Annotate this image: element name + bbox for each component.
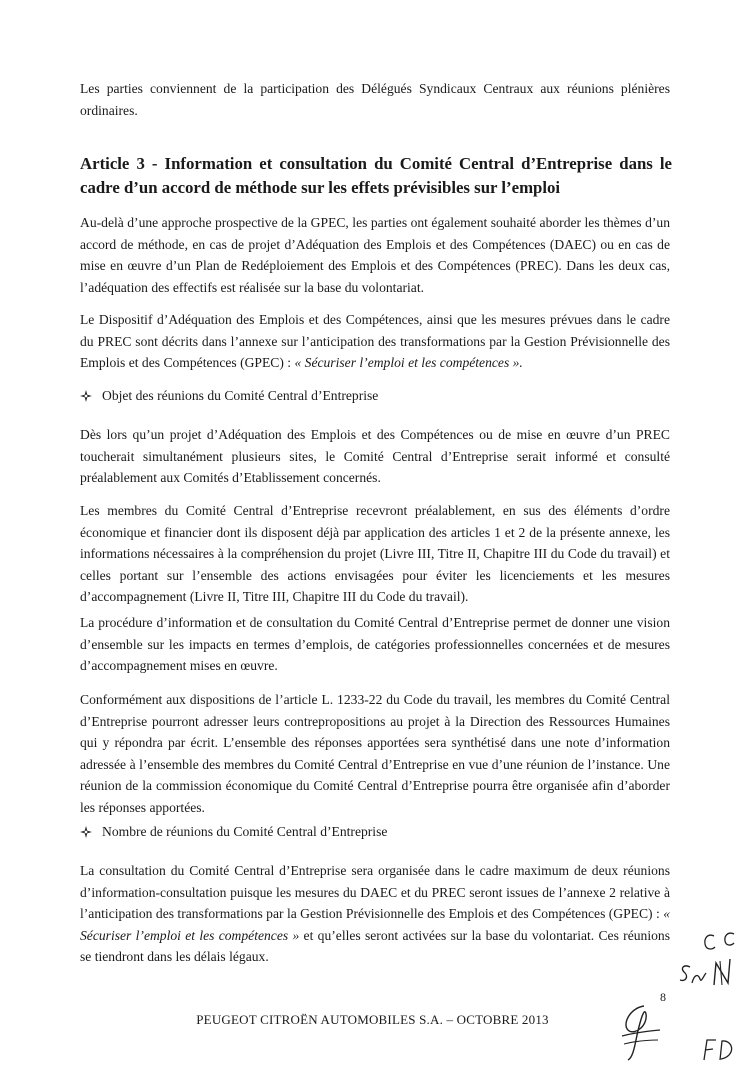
paragraph-dispositif [80, 309, 670, 374]
intro-paragraph: Les parties conviennent de la participation des Délégués Syndicaux Centraux aux réunions plénières ordinaires. [80, 81, 670, 118]
handwritten-initials-cc [700, 930, 740, 956]
annex-title-quote: « Sécuriser l’emploi et les compétences ». [294, 355, 523, 370]
section-objet-title: Objet des réunions du Comité Central d’Entreprise [102, 388, 379, 403]
section-nombre-reunions [80, 822, 670, 842]
section-nombre-title: Nombre de réunions du Comité Central d’Entreprise [102, 824, 388, 839]
annex-title-quote-2: « Sécuriser l’emploi et les compétences » [80, 906, 670, 943]
page-footer: PEUGEOT CITROËN AUTOMOBILES S.A. – OCTOBRE 2013 [196, 1012, 549, 1027]
diamond-fleuron-icon [80, 826, 92, 838]
page-number: 8 [660, 990, 666, 1004]
paragraph-consultation-text: La consultation du Comité Central d’Entreprise sera organisée dans le cadre maximum de deux réunions d’information-consultation puisque les mesures du DAEC et du PREC seront issues de l’annexe 2 relative à l’anticipation des transformations par la Gestion Prévisionnelle des Emplois et des Compétences (GPEC) : [80, 863, 670, 921]
paragraph-dispositif-text: Le Dispositif d’Adéquation des Emplois et des Compétences, ainsi que les mesures prévues dans le cadre du PREC sont décrits dans l’annexe sur l’anticipation des transformations par la Gestion Prévisionnelle des Emplois et des Compétences (GPEC) : [80, 312, 670, 370]
paragraph-gpec-approach: Au-delà d’une approche prospective de la GPEC, les parties ont également souhaité aborder les thèmes d’un accord de méthode, en cas de projet d’Adéquation des Emplois et des Compétences (DAEC) ou en cas de mise en œuvre d’un Plan de Redéploiement des Emplois et des Compétences (PREC). Dans les deux cas, l’adéquation des effectifs est réalisée sur la base du volontariat. [80, 215, 670, 295]
handwritten-initials-sn [676, 955, 740, 993]
handwritten-initials-fd [698, 1036, 738, 1064]
handwritten-signature [614, 1000, 664, 1064]
article-heading: Article 3 - Information et consultation du Comité Central d’Entreprise dans le cadre d’un accord de méthode sur les effets prévisibles sur l’emploi [80, 154, 672, 197]
paragraph-informations: Les membres du Comité Central d’Entreprise recevront préalablement, en sus des éléments d’ordre économique et financier dont ils disposent déjà par application des articles 1 et 2 de la présente annexe, les informations nécessaires à la compréhension du projet (Livre III, Titre II, Chapitre III du Code du travail) et celles portant sur l’ensemble des actions envisagées pour éviter les licenciements et les mesures d’accompagnement (Livre II, Titre III, Chapitre III du Code du travail). [80, 503, 670, 604]
paragraph-contrepropositions: Conformément aux dispositions de l’article L. 1233-22 du Code du travail, les membres du Comité Central d’Entreprise pourront adresser leurs contrepropositions au projet à la Direction des Ressources Humaines qui y répondra par écrit. L’ensemble des réponses apportées sera synthétisé dans une note d’information adressée à l’ensemble des membres du Comité Central d’Entreprise en vue d’une réunion de l’instance. Une réunion de la commission économique du Comité Central d’Entreprise pourra être organisée afin d’aborder les réponses apportées. [80, 692, 670, 815]
section-objet-reunions [80, 386, 670, 406]
diamond-fleuron-icon [80, 390, 92, 402]
paragraph-procedure: La procédure d’information et de consultation du Comité Central d’Entreprise permet de donner une vision d’ensemble sur les impacts en termes d’emplois, de catégories professionnelles concernées et de mesures d’accompagnement mises en œuvre. [80, 615, 670, 673]
paragraph-projet-sites: Dès lors qu’un projet d’Adéquation des Emplois et des Compétences ou de mise en œuvre d’un PREC toucherait simultanément plusieurs sites, le Comité Central d’Entreprise serait informé et consulté préalablement aux Comités d’Etablissement concernés. [80, 427, 670, 485]
paragraph-consultation-end: et qu’elles seront activées sur la base du volontariat. Ces réunions se tiendront dans les délais légaux. [80, 927, 670, 964]
paragraph-consultation [80, 860, 670, 968]
